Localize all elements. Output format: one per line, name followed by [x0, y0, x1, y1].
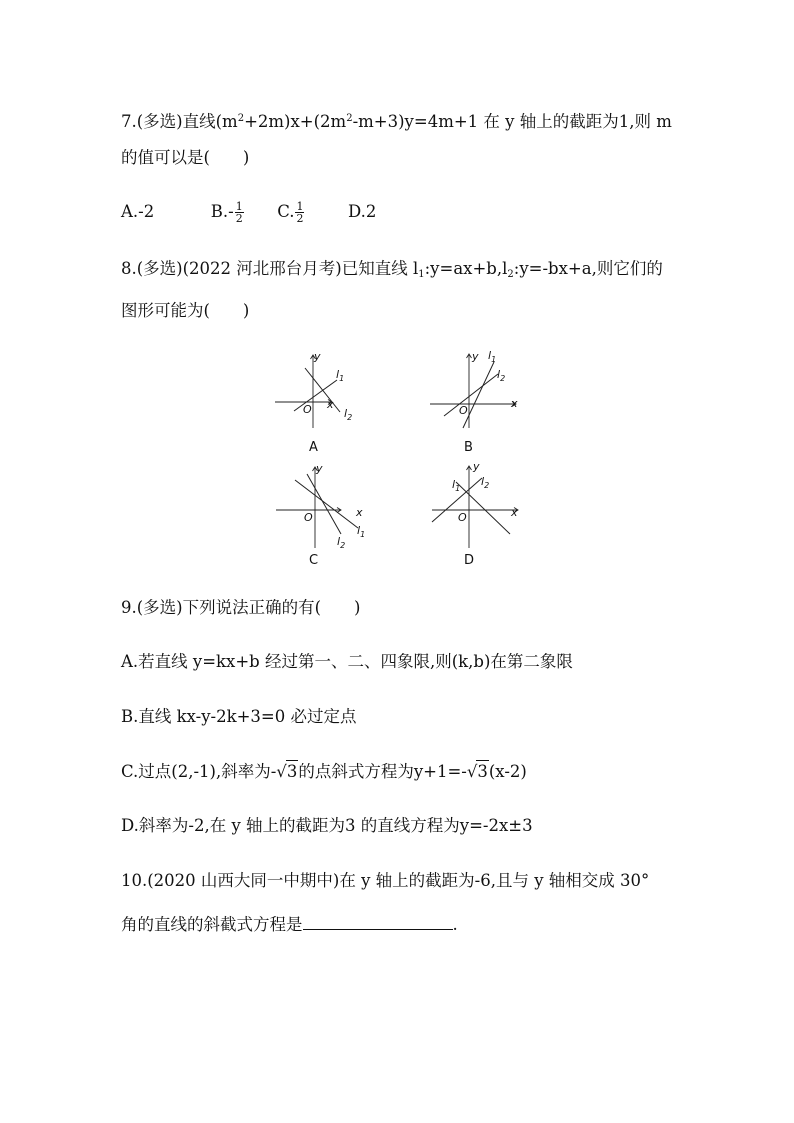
q10-stem-line1: 10.(2020 山西大同一中期中)在 y 轴上的截距为-6,且与 y 轴相交成 30°: [121, 871, 650, 890]
fig-a-l1-label: $l_1$: [336, 368, 345, 383]
fig-a-l2-label: $l_2$: [344, 407, 353, 422]
q9-option-c-radicand-2: 3: [477, 762, 488, 781]
fraction-denominator: 2: [296, 212, 304, 225]
q10-stem-line2: [121, 913, 458, 936]
q7-text-b: +2m)x+(2m: [244, 112, 347, 131]
fig-c-l1-label: $l_1$: [357, 524, 366, 539]
fig-c-x-label: x: [356, 506, 363, 519]
q7-option-d: D.2: [347, 202, 377, 221]
sqrt-sign-icon: √: [276, 762, 287, 781]
fig-d-l1-label: $l_1$: [452, 478, 461, 493]
q7-option-c-prefix: C.: [277, 202, 295, 221]
figure-d: [428, 462, 522, 550]
q7-sup1: 2: [237, 113, 245, 124]
fraction-numerator: 1: [235, 200, 243, 213]
q7-text-c: -m+3)y=4m+1 在 y 轴上的截距为1,则 m: [352, 112, 672, 131]
q9-stem: 9.(多选)下列说法正确的有( ): [121, 598, 361, 617]
q8-stem-line2: 图形可能为( ): [121, 301, 250, 320]
fig-c-l2-label: $l_2$: [337, 535, 346, 550]
q8-text-c: :y=-bx+a,则它们的: [513, 259, 663, 278]
fig-d-x-label: x: [511, 506, 518, 519]
answer-blank[interactable]: [303, 913, 453, 930]
q9-option-c-middle: 的点斜式方程为y+1=-: [298, 762, 467, 781]
fig-d-l2-label: $l_2$: [481, 475, 490, 490]
fig-a-origin-label: O: [303, 403, 312, 416]
fig-b-y-label: y: [472, 350, 479, 363]
fraction-denominator: 2: [235, 212, 243, 225]
fraction-numerator: 1: [296, 200, 304, 213]
q8-text-b: :y=ax+b,l: [424, 259, 508, 278]
fig-a-x-label: x: [327, 398, 334, 411]
q7-text-a: 7.(多选)直线(m: [121, 112, 238, 131]
q7-options: [121, 201, 376, 224]
fig-a-y-label: y: [314, 350, 321, 363]
q10-text-pre: 角的直线的斜截式方程是: [121, 915, 303, 934]
fig-c-origin-label: O: [304, 511, 313, 524]
q8-sub2: 2: [507, 269, 514, 280]
q8-sub1: 1: [418, 269, 425, 280]
q7-option-c: [277, 200, 305, 225]
q9-option-c-suffix: (x-2): [488, 762, 527, 781]
line-l2: [307, 474, 341, 534]
sqrt-sign-icon: √: [466, 762, 478, 781]
fig-c-y-label: y: [316, 462, 323, 475]
fig-b-l2-label: $l_2$: [497, 368, 506, 383]
q8-text-a: 8.(多选)(2022 河北邢台月考)已知直线 l: [121, 259, 419, 278]
fig-d-origin-label: O: [458, 511, 467, 524]
q7-sup2: 2: [346, 113, 353, 124]
q7-stem-line2: 的值可以是( ): [121, 148, 250, 167]
fig-b-caption: B: [464, 440, 473, 455]
q9-option-d: D.斜率为-2,在 y 轴上的截距为3 的直线方程为y=-2x±3: [121, 816, 533, 835]
line-l2: [444, 374, 498, 416]
q9-option-a: A.若直线 y=kx+b 经过第一、二、四象限,则(k,b)在第二象限: [121, 652, 573, 671]
fig-c-caption: C: [309, 553, 319, 568]
q9-option-b: B.直线 kx-y-2k+3=0 必过定点: [121, 707, 357, 726]
q7-option-c-fraction: [295, 201, 304, 224]
fig-b-x-label: x: [511, 397, 518, 410]
fig-d-caption: D: [464, 553, 475, 568]
fig-b-origin-label: O: [459, 404, 468, 417]
q10-text-post: .: [452, 915, 458, 934]
q9-option-c-radicand-1: 3: [286, 762, 298, 781]
q7-stem-line1: [121, 108, 672, 133]
q7-option-b: [210, 200, 245, 225]
q7-option-b-prefix: B.-: [210, 202, 234, 221]
fig-b-l1-label: $l_1$: [488, 349, 497, 364]
q7-option-a: A.-2: [121, 202, 155, 221]
q8-stem-line1: [121, 258, 663, 286]
figure-a: [272, 350, 345, 430]
line-l1: [463, 362, 494, 428]
q9-option-c: [121, 760, 527, 783]
fig-d-y-label: y: [473, 460, 480, 473]
q7-option-b-fraction: [235, 201, 244, 224]
fig-a-caption: A: [309, 440, 318, 455]
q9-option-c-prefix: C.过点(2,-1),斜率为-: [121, 762, 277, 781]
